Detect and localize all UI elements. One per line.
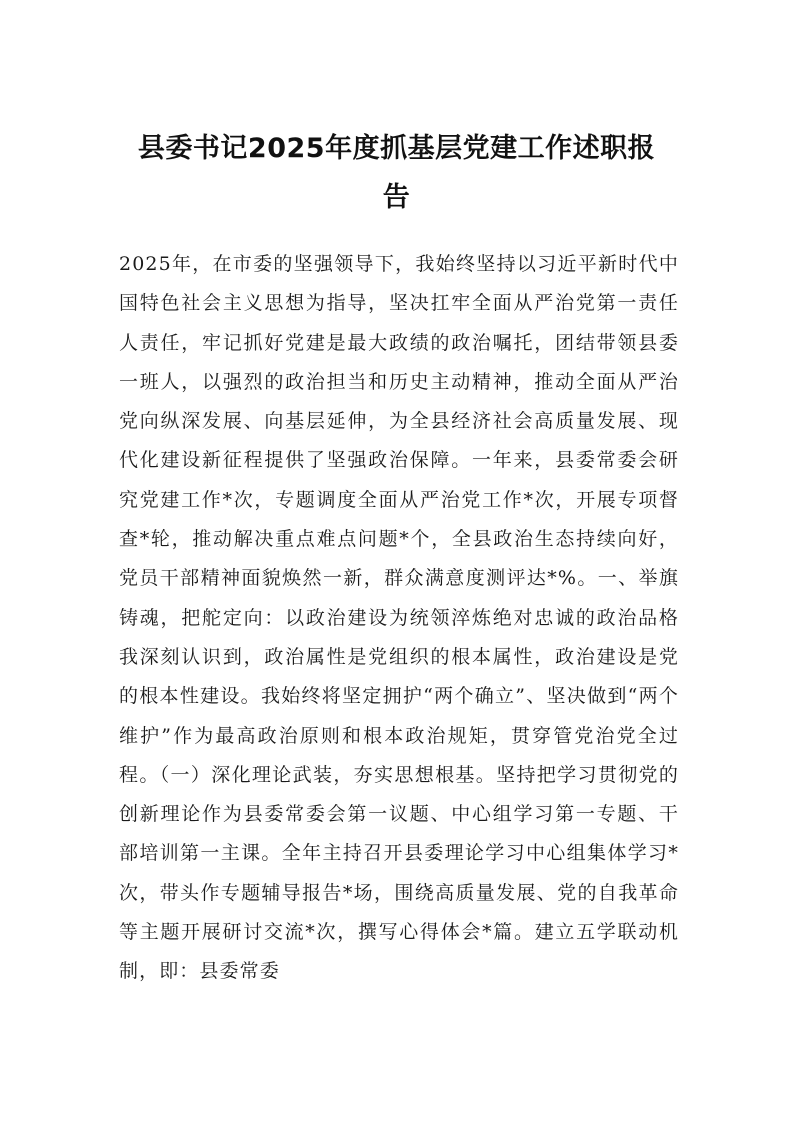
document-title-line-1: 县委书记2025年度抓基层党建工作述职报 xyxy=(137,133,656,164)
document-title xyxy=(110,124,683,222)
document-title-line-2: 告 xyxy=(382,182,411,213)
document-body-paragraph: 2025年，在市委的坚强领导下，我始终坚持以习近平新时代中国特色社会主义思想为指导，坚决扛牢全面从严治党第一责任人责任，牢记抓好党建是最大政绩的政治嘱托，团结带领县委一班人，以强烈的政治担当和历史主动精神，推动全面从严治党向纵深发展、向基层延伸，为全县经济社会高质量发展、现代化建设新征程提供了坚强政治保障。一年来，县委常委会研究党建工作*次，专题调度全面从严治党工作*次，开展专项督查*轮，推动解决重点难点问题*个，全县政治生态持续向好，党员干部精神面貌焕然一新，群众满意度测评达*%。一、举旗铸魂，把舵定向：以政治建设为统领淬炼绝对忠诚的政治品格我深刻认识到，政治属性是党组织的根本属性，政治建设是党的根本性建设。我始终将坚定拥护“两个确立”、坚决做到“两个维护”作为最高政治原则和根本政治规矩，贯穿管党治党全过程。（一）深化理论武装，夯实思想根基。坚持把学习贯彻党的创新理论作为县委常委会第一议题、中心组学习第一专题、干部培训第一主课。全年主持召开县委理论学习中心组集体学习*次，带头作专题辅导报告*场，围绕高质量发展、党的自我革命等主题开展研讨交流*次，撰写心得体会*篇。建立五学联动机制，即：县委常委 xyxy=(119,253,679,983)
